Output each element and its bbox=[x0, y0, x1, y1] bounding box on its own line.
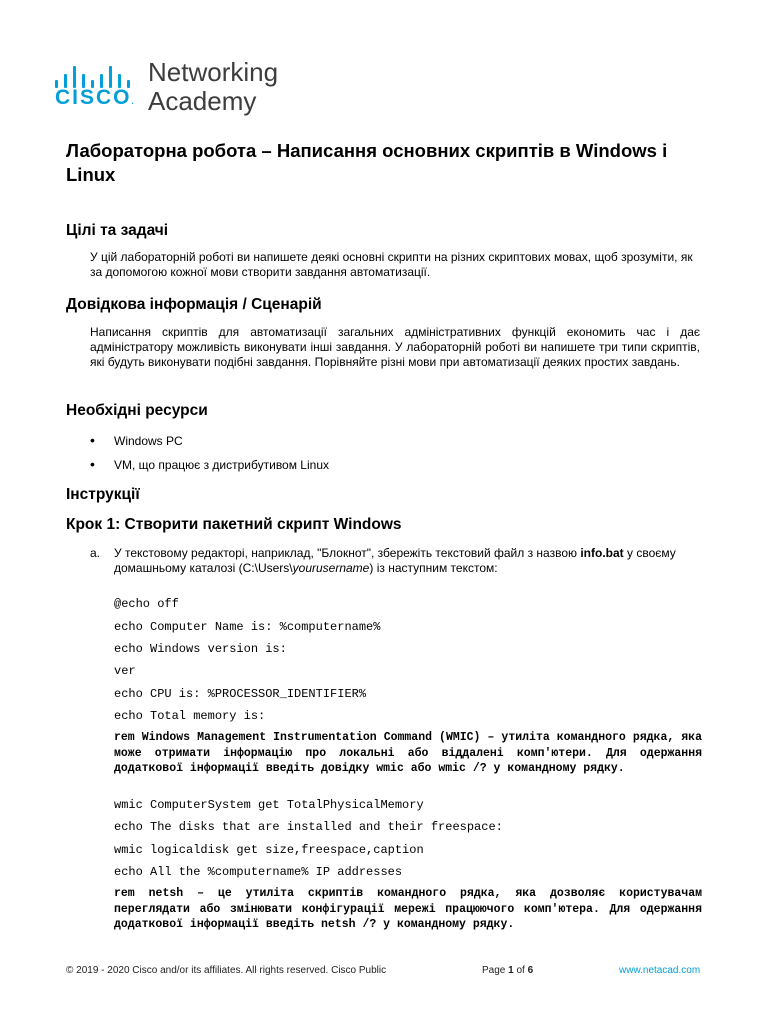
brand-academy: Academy bbox=[148, 86, 257, 116]
instructions-heading: Інструкції bbox=[66, 486, 140, 503]
code-line: ver bbox=[114, 664, 136, 678]
footer-page-number: Page 1 of 6 bbox=[482, 965, 534, 976]
code-line: echo All the %computername% IP addresses bbox=[114, 865, 403, 879]
resource-item: • VM, що працює з дистрибутивом Linux bbox=[90, 456, 329, 472]
code-line: echo CPU is: %PROCESSOR_IDENTIFIER% bbox=[114, 687, 367, 701]
code-rem-comment: rem Windows Management Instrumentation Command (WMIC) – утиліта командного рядка, яка може отримати інформацію про локальні або віддалені комп'ютери. Для одержання додаткової інформації введіть довідку wmic або wmic /? у командному рядку. bbox=[114, 731, 702, 775]
code-line: echo Computer Name is: %computername% bbox=[114, 620, 381, 634]
footer-url-link[interactable]: www.netacad.com bbox=[619, 965, 701, 976]
background-heading: Довідкова інформація / Сценарій bbox=[66, 296, 322, 313]
bullet-icon: • bbox=[90, 432, 95, 448]
footer-copyright: © 2019 - 2020 Cisco and/or its affiliates. All rights reserved. Cisco Public bbox=[66, 965, 387, 976]
bullet-icon: • bbox=[90, 456, 95, 472]
code-line: wmic ComputerSystem get TotalPhysicalMemory bbox=[114, 798, 424, 812]
document-title: Лабораторна робота – Написання основних скриптів в Windows і Linux bbox=[66, 140, 668, 185]
cisco-bars-icon bbox=[55, 64, 143, 88]
goals-paragraph: У цій лабораторній роботі ви напишете деякі основні скрипти на різних скриптових мовах, щоб зрозуміти, як за допомогою кожної мови створити завдання автоматизації. bbox=[90, 250, 693, 279]
filename: info.bat bbox=[580, 546, 624, 560]
code-line: echo The disks that are installed and their freespace: bbox=[114, 820, 503, 834]
step-a-instruction: a. У текстовому редакторі, наприклад, "Блокнот", збережіть текстовий файл з назвою info.bat у своєму домашньому каталозі (C:\Users\yourusername) із наступним текстом: bbox=[90, 546, 676, 575]
goals-heading: Цілі та задачі bbox=[66, 222, 169, 239]
code-line: @echo off bbox=[114, 597, 179, 611]
step1-heading: Крок 1: Створити пакетний скрипт Windows bbox=[66, 516, 402, 533]
cisco-networking-academy-logo bbox=[55, 56, 315, 116]
cisco-wordmark: CISCO. bbox=[55, 86, 136, 109]
background-paragraph: Написання скриптів для автоматизації загальних адміністративних функцій економить час і дає адміністратору можливість виконувати інші завдання. У лабораторній роботі ви напишете три типи скриптів, які будуть виконувати подібні завдання. Порівняйте різні мови при автоматизації деяких простих завдань. bbox=[90, 325, 700, 369]
brand-networking: Networking bbox=[148, 57, 279, 87]
resources-heading: Необхідні ресурси bbox=[66, 402, 208, 419]
code-rem-comment: rem netsh – це утиліта скриптів командного рядка, яка дозволяє користувачам переглядати або змінювати конфігурації мережі працюючого комп'ютера. Для одержання додаткової інформації введіть netsh /? у командному рядку. bbox=[114, 887, 702, 931]
code-line: wmic logicaldisk get size,freespace,caption bbox=[114, 843, 424, 857]
resource-item: • Windows PC bbox=[90, 432, 183, 448]
code-line: echo Windows version is: bbox=[114, 642, 287, 656]
code-line: echo Total memory is: bbox=[114, 709, 266, 723]
